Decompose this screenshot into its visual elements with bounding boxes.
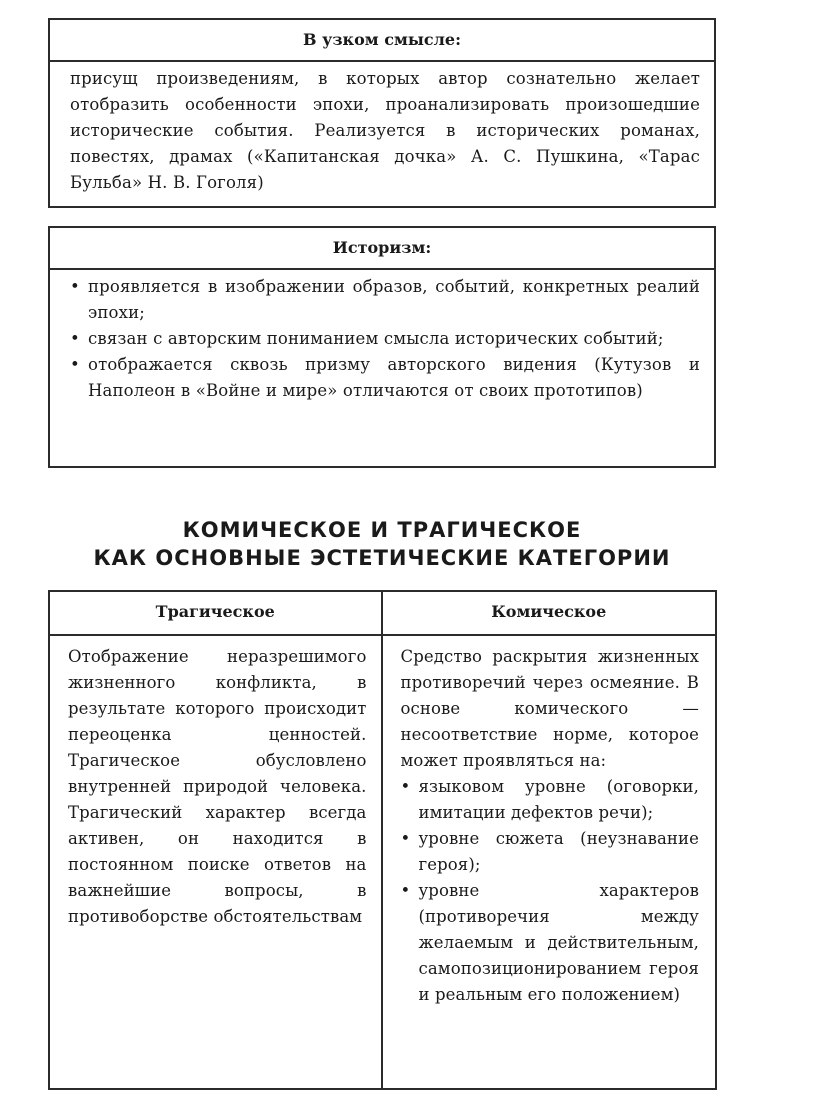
narrow-sense-text: присущ произведениям, в которых автор сознательно желает отобразить особенности эпохи, проанализировать произошедшие исторические события. Реализуется в исторических романах, повестях, драмах («Капитанская дочка» А. С. Пушкина, «Тарас Бульба» Н. В. Гоголя): [70, 69, 700, 192]
tragic-header: Трагическое: [50, 592, 381, 636]
historicism-heading: Историзм:: [50, 228, 714, 270]
comic-list: [401, 774, 700, 1008]
historicism-list: [70, 274, 700, 404]
list-item: • отображается сквозь призму авторского видения (Кутузов и Наполеон в «Войне и мире» отличаются от своих прототипов): [70, 352, 700, 404]
comic-intro: Средство раскрытия жизненных противоречий через осмеяние. В основе комического — несоответствие норме, которое может проявляться на:: [400, 647, 699, 770]
comic-header: Комическое: [383, 592, 716, 636]
list-item: • уровне сюжета (неузнавание героя);: [401, 826, 700, 878]
comic-body: [383, 636, 716, 1008]
comic-column: [383, 592, 716, 1088]
list-item: • проявляется в изображении образов, событий, конкретных реалий эпохи;: [70, 274, 700, 326]
narrow-sense-box: [48, 18, 716, 208]
narrow-sense-heading: В узком смысле:: [50, 20, 714, 62]
tragic-column: [50, 592, 383, 1088]
section-title-line2: КАК ОСНОВНЫЕ ЭСТЕТИЧЕСКИЕ КАТЕГОРИИ: [93, 546, 671, 570]
list-item: • уровне характеров (противоречия между желаемым и действительным, самопозиционированием героя и реальным его положением): [401, 878, 700, 1008]
list-item: • связан с авторским пониманием смысла исторических событий;: [70, 326, 700, 352]
list-item: • языковом уровне (оговорки, имитации дефектов речи);: [401, 774, 700, 826]
historicism-box: [48, 226, 716, 468]
historicism-body: [50, 270, 714, 404]
section-title-line1: КОМИЧЕСКОЕ И ТРАГИЧЕСКОЕ: [182, 518, 582, 542]
tragic-text: Отображение неразрешимого жизненного конфликта, в результате которого происходит переоценка ценностей. Трагическое обусловлено внутренней природой человека. Трагический характер всегда активен, он находится в постоянном поиске ответов на важнейшие вопросы, в противоборстве обстоятельствам: [68, 647, 367, 926]
comic-tragic-table: [48, 590, 717, 1090]
